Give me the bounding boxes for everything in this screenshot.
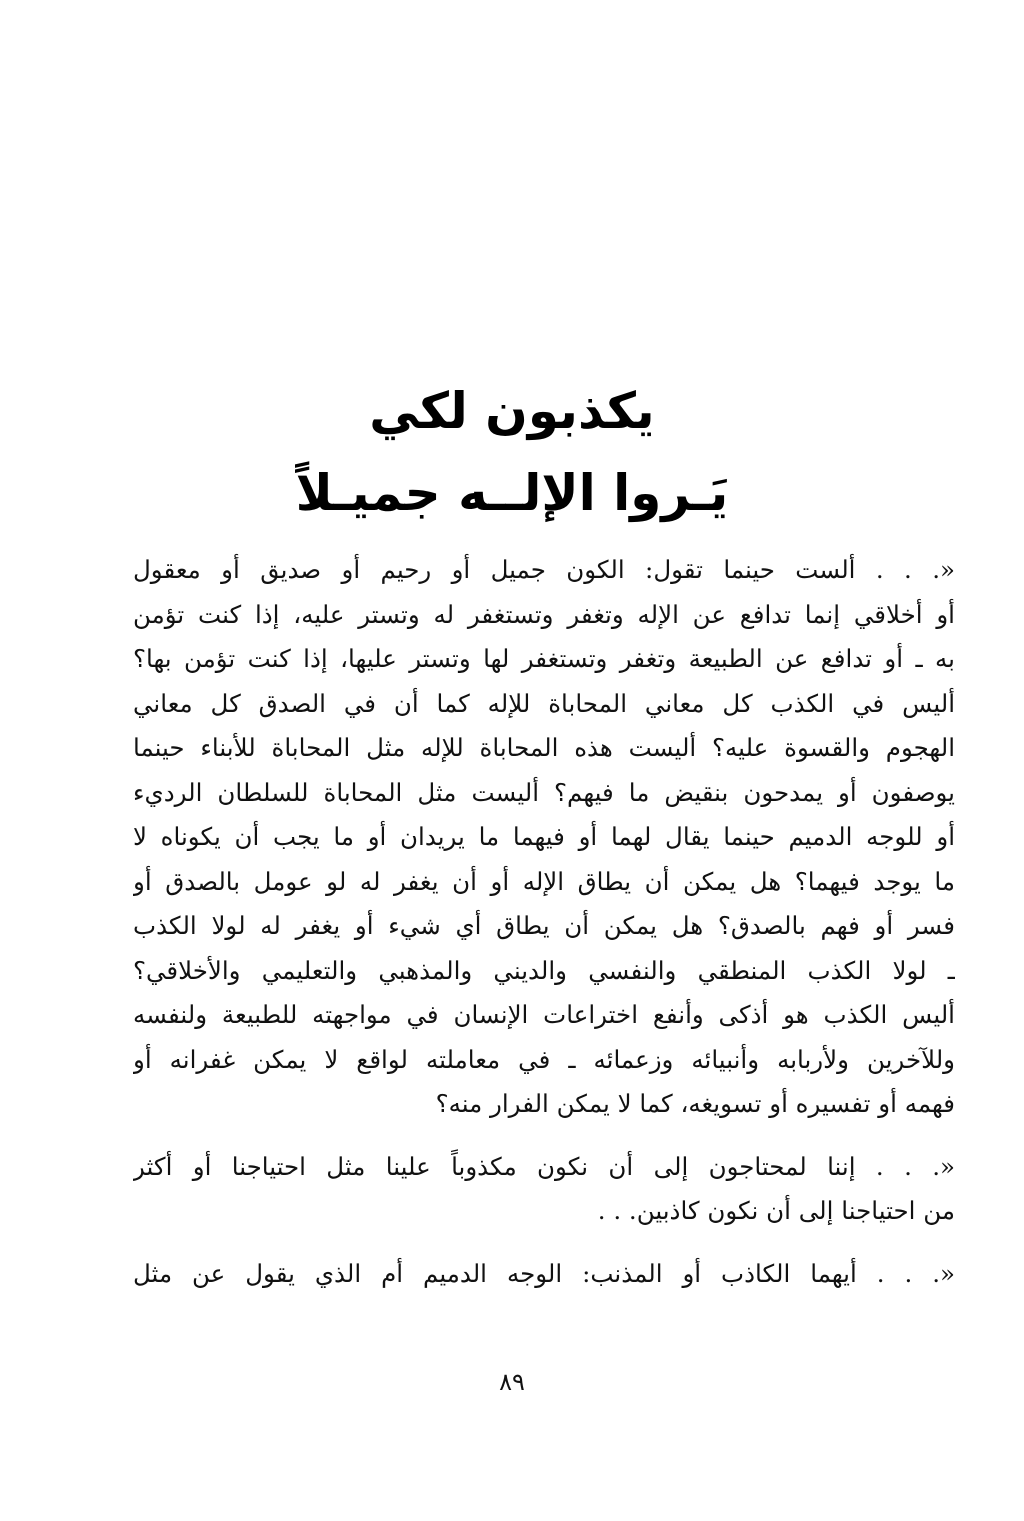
paragraph-3 — [133, 1252, 955, 1297]
text-line: فهمه أو تفسيره أو تسويغه، كما لا يمكن الفرار منه؟ — [435, 1089, 955, 1118]
text-line: أليس الكذب هو أذكى وأنفع اختراعات الإنسان في مواجهته للطبيعة ولنفسه — [133, 1000, 955, 1029]
page-number: ٨٩ — [499, 1368, 525, 1396]
text-line: أليس في الكذب كل معاني المحاباة للإله كما أن في الصدق كل معاني — [133, 688, 955, 718]
chapter-title — [0, 370, 1024, 534]
text-line: ـ لولا الكذب المنطقي والنفسي والديني والمذهبي والتعليمي والأخلاقي؟ — [133, 955, 955, 985]
paragraph-2 — [133, 1145, 955, 1234]
title-line-1: يكذبون لكي — [369, 382, 655, 440]
text-line: «. . . ألست حينما تقول: الكون جميل أو رحيم أو صديق أو معقول — [133, 555, 955, 584]
paragraph-1 — [133, 548, 955, 1127]
text-line: الهجوم والقسوة عليه؟ أليست هذه المحاباة للإله مثل المحاباة للأبناء حينما — [133, 733, 955, 762]
body-text — [133, 548, 955, 1314]
text-line: «. . . إننا لمحتاجون إلى أن نكون مكذوباً علينا مثل احتياجنا أو أكثر — [133, 1151, 955, 1181]
text-line: من احتياجنا إلى أن نكون كاذبين. . . — [597, 1196, 955, 1225]
text-line: أو للوجه الدميم حينما يقال لهما أو فيهما ما يريدان أو ما يجب أن يكوناه لا — [133, 822, 955, 851]
text-line: به ـ أو تدافع عن الطبيعة وتغفر وتستغفر لها وتستر عليها، إذا كنت تؤمن بها؟ — [133, 644, 955, 673]
text-line: «. . . أيهما الكاذب أو المذنب: الوجه الدميم أم الذي يقول عن مثل — [133, 1258, 955, 1288]
text-line: وللآخرين ولأربابه وأنبيائه وزعمائه ـ في معاملته لواقع لا يمكن غفرانه أو — [133, 1044, 955, 1074]
text-line: يوصفون أو يمدحون بنقيض ما فيهم؟ أليست مثل المحاباة للسلطان الرديء — [133, 777, 955, 807]
title-line-2: يَـروا الإلــه جميـلاً — [295, 464, 729, 522]
text-line: أو أخلاقي إنما تدافع عن الإله وتغفر وتستغفر له وتستر عليه، إذا كنت تؤمن — [133, 599, 955, 629]
text-line: ما يوجد فيهما؟ هل يمكن أن يطاق الإله أو أن يغفر له لو عومل بالصدق أو — [133, 866, 955, 896]
text-line: فسر أو فهم بالصدق؟ هل يمكن أن يطاق أي شيء أو يغفر له لولا الكذب — [133, 911, 955, 940]
